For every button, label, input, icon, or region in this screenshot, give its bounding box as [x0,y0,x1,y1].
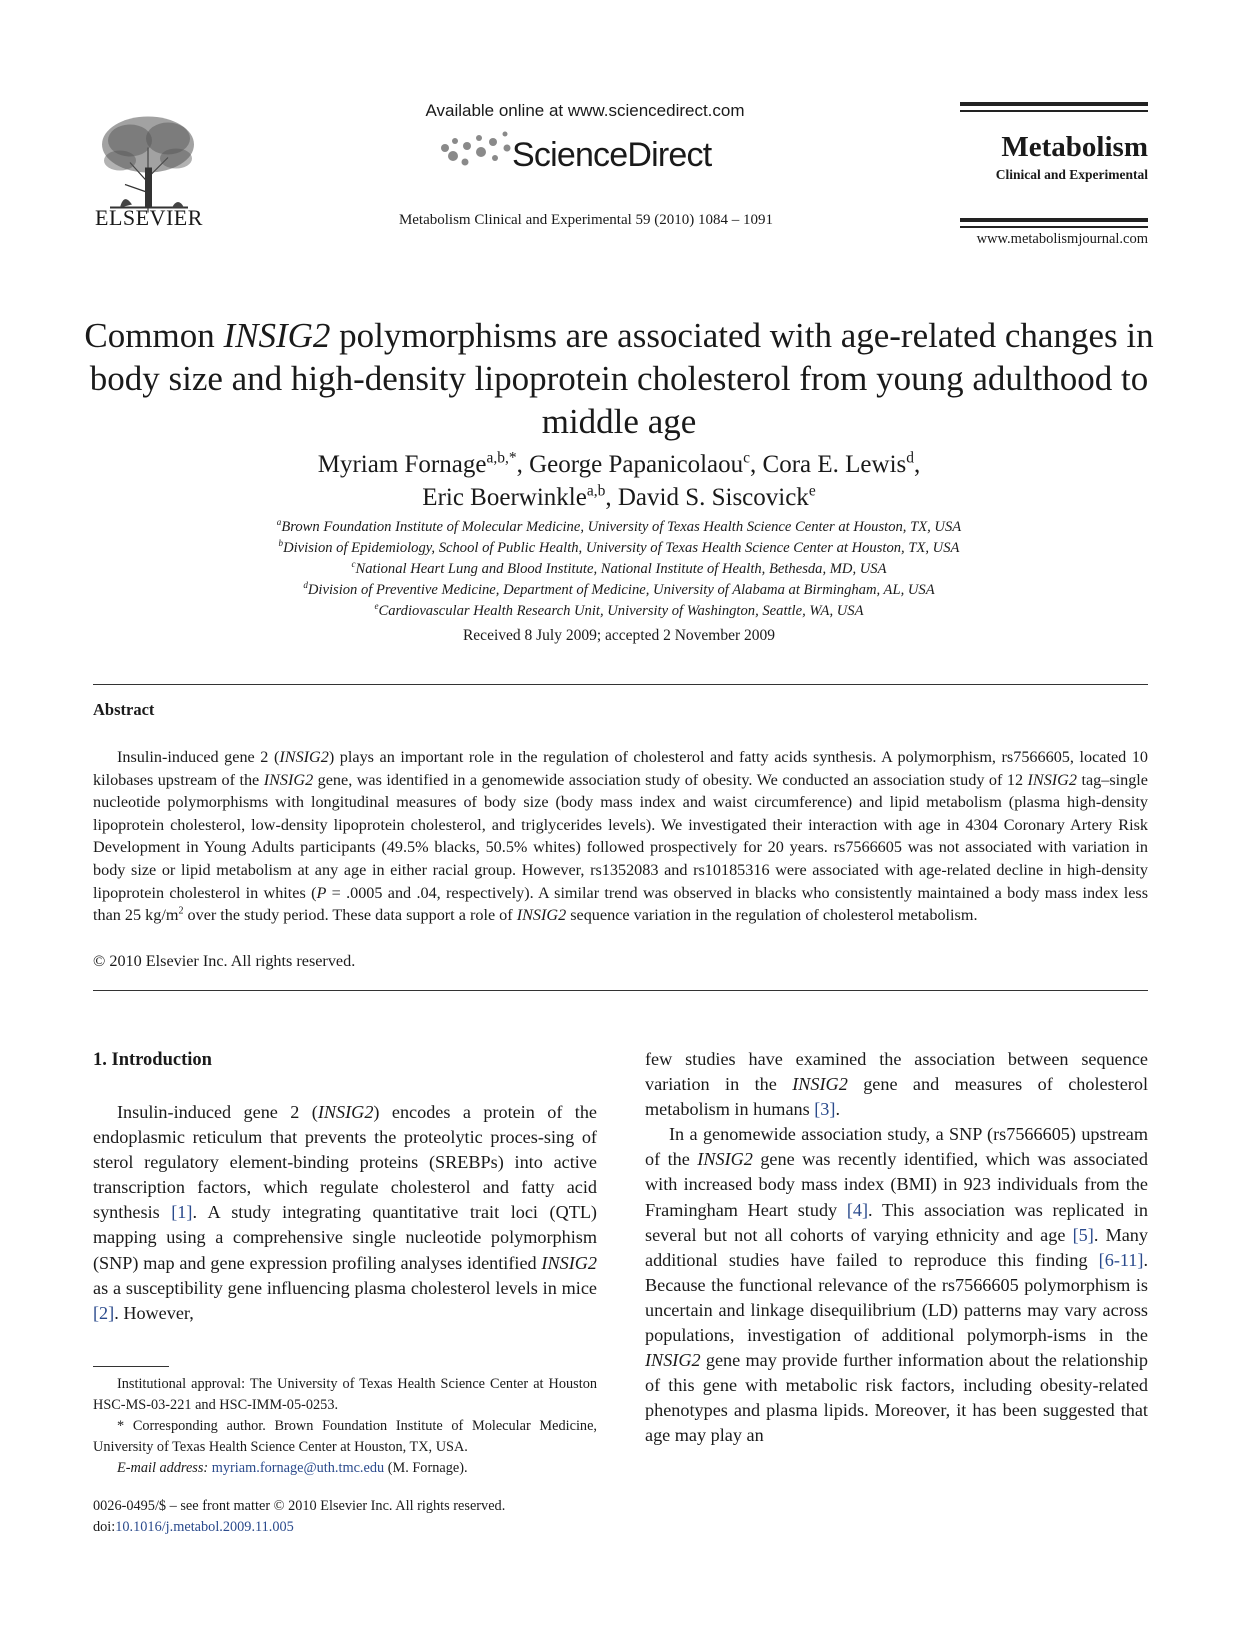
abstract-text: Insulin-induced gene 2 (INSIG2) plays an important role in the regulation of cholesterol and fatty acids synthesis. A polymorphism, rs7566605, located 10 kilobases upstream of the INSIG2 gene, was identified in a genomewide association study of obesity. We conducted an association study of 12 INSIG2 tag–single nucleotide polymorphisms with longitudinal measures of body size (body mass index and waist circumference) and lipid metabolism (plasma high-density lipoprotein cholesterol, low-density lipoprotein cholesterol, and triglycerides levels). We investigated their interaction with age in 4304 Coronary Artery Risk Development in Young Adults participants (49.5% blacks, 50.5% whites) followed prospectively for 20 years. rs7566605 was not associated with variation in body size or lipid metabolism at any age in either racial group. However, rs1352083 and rs10185316 were associated with age-related decline in high-density lipoprotein cholesterol in whites (P = .0005 and .04, respectively). A similar trend was observed in blacks who consistently maintained a body mass index less than 25 $kg/m^2$ over the study period. These data support a role of INSIG2 sequence variation in the regulation of cholesterol metabolism. [93,748,1149,925]
section-heading-introduction: 1. Introduction [93,1050,212,1070]
abstract-rule-top [93,684,1148,685]
abstract-copyright: © 2010 Elsevier Inc. All rights reserved. [93,952,356,970]
doi-link[interactable]: 10.1016/j.metabol.2009.11.005 [115,1519,294,1535]
intro-right-column [645,1047,1148,1449]
footnote-rule [93,1366,169,1367]
abstract-rule-bottom [93,990,1148,991]
author-list: Myriam Fornage$^{a,b,*}$, George Papanicolaou$^c$, Cora E. Lewis$^d$, Eric Boerwinkle$^{a,b}$, David S. Siscovick$^e$ [317,449,921,511]
footnote-email: E-mail address: myriam.fornage@uth.tmc.edu (M. Fornage). [117,1460,468,1476]
citation-link[interactable]: [6-11] [1098,1249,1144,1270]
paragraph: few studies have examined the association between sequence variation in the INSIG2 gene and measures of cholesterol metabolism in humans [3]. [645,1049,1148,1120]
front-matter [93,1496,597,1538]
citation-link[interactable]: [3] [814,1099,836,1120]
masthead-rule-bottom-thin [960,226,1148,228]
affiliation: $^c$National Heart Lung and Blood Institute, National Institute of Health, Bethesda, MD, USA [351,559,887,577]
affiliation: $^e$Cardiovascular Health Research Unit, University of Washington, Seattle, WA, USA [374,601,864,619]
issn-line: 0026-0495/$ – see front matter © 2010 Elsevier Inc. All rights reserved. [93,1498,506,1514]
journal-subtitle: Clinical and Experimental [995,167,1148,182]
author: Cora E. Lewis [762,451,907,478]
citation-link[interactable]: [1] [171,1202,193,1223]
citation-link[interactable]: [5] [1072,1224,1094,1245]
journal-url[interactable]: www.metabolismjournal.com [976,231,1148,247]
author: Eric Boerwinkle [422,484,587,511]
received-dates: Received 8 July 2009; accepted 2 November 2009 [462,627,776,644]
footnote-approval: Institutional approval: The University of Texas Health Science Center at Houston HSC-MS-03-221 and HSC-IMM-05-0253. [93,1376,597,1413]
paragraph: In a genomewide association study, a SNP (rs7566605) upstream of the INSIG2 gene was recently identified, which was associated with increased body mass index (BMI) in 923 individuals from the Framingham Heart study [4]. This association was replicated in several but not all cohorts of varying ethnicity and age [5]. Many additional studies have failed to reproduce this finding [6-11]. Because the functional relevance of the rs7566605 polymorphism is uncertain and linkage disequilibrium (LD) patterns may vary across populations, investigation of additional polymorph-isms in the INSIG2 gene may provide further information about the relationship of this gene with metabolic risk factors, including obesity-related phenotypes and plasma lipids. Moreover, it has been suggested that age may play an [645,1124,1148,1446]
citation-link[interactable]: [2] [93,1302,115,1323]
doi-line: doi:10.1016/j.metabol.2009.11.005 [93,1519,294,1535]
footnotes [93,1374,597,1479]
affiliation: $^b$Division of Epidemiology, School of Public Health, University of Texas Health Science Center at Houston, TX, USA [278,538,960,556]
affiliation: $^a$Brown Foundation Institute of Molecular Medicine, University of Texas Health Science Center at Houston, TX, USA [276,517,962,535]
affiliation: $^d$Division of Preventive Medicine, Department of Medicine, University of Alabama at Birmingham, AL, USA [303,580,935,598]
masthead-rule-top [960,102,1148,106]
publisher-name: ELSEVIER [95,205,203,230]
abstract-heading: Abstract [93,700,155,719]
affiliations [120,517,1118,622]
masthead-rule-top-thin [960,110,1148,112]
intro-left-column: Insulin-induced gene 2 (INSIG2) encodes a protein of the endoplasmic reticulum that prevents the proteolytic proces-sing of sterol regulatory element-binding proteins (SREBPs) into active transcription factors, which regulate cholesterol and fatty acid synthesis [1]. A study integrating quantitative trait loci (QTL) mapping using a comprehensive single nucleotide polymorphism (SNP) map and gene expression profiling analyses identified INSIG2 as a susceptibility gene influencing plasma cholesterol levels in mice [2]. However, [93,1102,598,1323]
sciencedirect-wordmark[interactable]: ScienceDirect [512,136,712,174]
author: David S. Siscovick [617,484,809,511]
masthead-rule-bottom [960,218,1148,222]
article-title: Common INSIG2 polymorphisms are associated with age-related changes in body size and high-density lipoprotein cholesterol from young adulthood to middle age [84,316,1154,441]
available-online-text[interactable]: Available online at www.sciencedirect.com [425,101,745,120]
citation-link[interactable]: [4] [846,1199,869,1220]
footnote-corresponding: * Corresponding author. Brown Foundation Institute of Molecular Medicine, University of Texas Health Science Center at Houston, TX, USA. [93,1418,597,1455]
journal-name: Metabolism [1001,131,1148,163]
journal-citation: Metabolism Clinical and Experimental 59 (2010) 1084 – 1091 [398,212,774,228]
author: Myriam Fornage [317,451,487,478]
author: George Papanicolaou [529,451,744,478]
email-link[interactable]: myriam.fornage@uth.tmc.edu [211,1460,385,1476]
